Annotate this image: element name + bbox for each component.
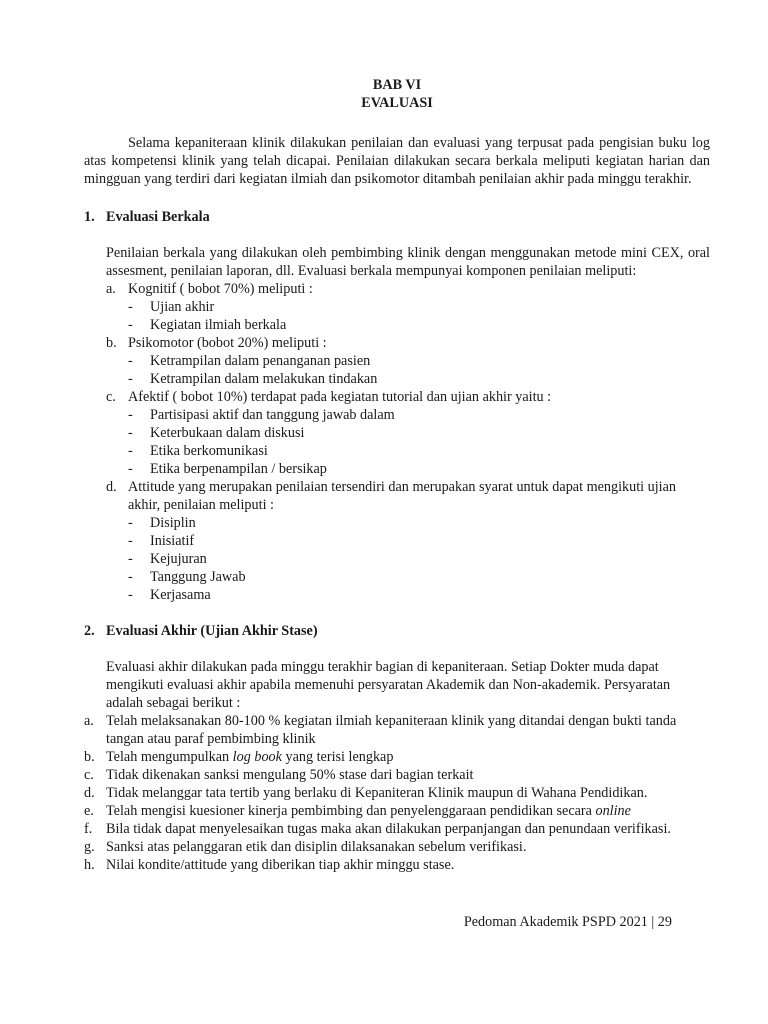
list-item <box>106 388 710 478</box>
list-item-text: Afektif ( bobot 10%) terdapat pada kegiatan tutorial dan ujian akhir yaitu : <box>128 389 552 405</box>
italic-term: online <box>595 803 631 819</box>
sub-list-item: - Kejujuran <box>128 551 207 567</box>
sub-list-item: - Keterbukaan dalam diskusi <box>128 425 305 441</box>
list-item-text: Bila tidak dapat menyelesaikan tugas maka akan dilakukan perpanjangan dan penundaan verifikasi. <box>106 821 671 837</box>
document-page <box>84 76 710 874</box>
component-list <box>106 280 710 604</box>
list-item <box>84 820 710 838</box>
list-item <box>84 712 710 748</box>
list-item-text: Kognitif ( bobot 70%) meliputi : <box>128 281 313 297</box>
sub-list-item: - Partisipasi aktif dan tanggung jawab dalam <box>128 407 395 423</box>
list-marker: g. <box>84 839 95 855</box>
list-item-text: Psikomotor (bobot 20%) meliputi : <box>128 335 327 351</box>
sub-list <box>128 514 710 604</box>
section-number: 1. <box>84 209 95 225</box>
list-item <box>106 280 710 334</box>
list-item <box>84 784 710 802</box>
chapter-number: BAB VI <box>372 77 422 93</box>
sub-list-item: - Kegiatan ilmiah berkala <box>128 317 287 333</box>
sub-list <box>128 406 710 478</box>
list-marker: d. <box>84 785 95 801</box>
sub-list <box>128 298 710 334</box>
list-marker: c. <box>84 767 94 783</box>
page-footer: Pedoman Akademik PSPD 2021 | 29 <box>463 914 672 930</box>
section-2-paragraph: Evaluasi akhir dilakukan pada minggu terakhir bagian di kepaniteraan. Setiap Dokter muda dapat mengikuti evaluasi akhir apabila memenuhi persyaratan Akademik dan Non-akademik. Persyaratan adalah sebagai berikut : <box>106 659 671 711</box>
list-item-text: Attitude yang merupakan penilaian tersendiri dan merupakan syarat untuk dapat mengikuti ujian akhir, penilaian meliputi : <box>128 479 677 513</box>
section-title: Evaluasi Berkala <box>106 209 210 225</box>
sub-list-item: - Etika berpenampilan / bersikap <box>128 461 327 477</box>
sub-list-item: - Ketrampilan dalam melakukan tindakan <box>128 371 378 387</box>
chapter-title: EVALUASI <box>361 95 433 111</box>
list-item <box>106 478 710 604</box>
list-item-text: Telah melaksanakan 80-100 % kegiatan ilmiah kepaniteraan klinik yang ditandai dengan bukti tanda tangan atau paraf pembimbing klinik <box>106 713 677 747</box>
section-number: 2. <box>84 623 95 639</box>
requirement-list <box>84 712 710 874</box>
section-title: Evaluasi Akhir (Ujian Akhir Stase) <box>106 623 318 639</box>
list-item-text: Telah mengisi kuesioner kinerja pembimbing dan penyelenggaraan pendidikan secara online <box>106 803 631 819</box>
list-marker: h. <box>84 857 95 873</box>
list-item-text: Sanksi atas pelanggaran etik dan disiplin dilaksanakan sebelum verifikasi. <box>106 839 527 855</box>
sub-list <box>128 352 710 388</box>
list-item <box>84 766 710 784</box>
list-item <box>84 838 710 856</box>
list-marker: b. <box>106 335 117 351</box>
sub-list-item: - Tanggung Jawab <box>128 569 246 585</box>
sub-list-item: - Kerjasama <box>128 587 211 603</box>
section-1-paragraph: Penilaian berkala yang dilakukan oleh pembimbing klinik dengan menggunakan metode mini CEX, oral assesment, penilaian laporan, dll. Evaluasi berkala mempunyai komponen penilaian meliputi: <box>106 245 710 279</box>
list-item-text: Telah mengumpulkan log book yang terisi lengkap <box>106 749 394 765</box>
list-item <box>84 856 710 874</box>
list-item <box>84 748 710 766</box>
list-marker: b. <box>84 749 95 765</box>
list-marker: a. <box>106 281 116 297</box>
sub-list-item: - Etika berkomunikasi <box>128 443 268 459</box>
italic-term: log book <box>232 749 282 765</box>
sub-list-item: - Inisiatif <box>128 533 195 549</box>
list-marker: d. <box>106 479 117 495</box>
list-item <box>84 802 710 820</box>
list-marker: a. <box>84 713 94 729</box>
list-marker: f. <box>84 821 93 837</box>
section-2-heading <box>84 622 710 640</box>
sub-list-item: - Disiplin <box>128 515 196 531</box>
list-item-text: Tidak dikenakan sanksi mengulang 50% stase dari bagian terkait <box>106 767 474 783</box>
intro-paragraph: Selama kepaniteraan klinik dilakukan penilaian dan evaluasi yang terpusat pada pengisian buku log atas kompetensi klinik yang telah dicapai. Penilaian dilakukan secara berkala meliputi kegiatan harian dan mingguan yang terdiri dari kegiatan ilmiah dan psikomotor ditambah penilaian akhir pada minggu terakhir. <box>84 135 710 187</box>
sub-list-item: - Ujian akhir <box>128 299 215 315</box>
sub-list-item: - Ketrampilan dalam penanganan pasien <box>128 353 371 369</box>
list-item-text: Tidak melanggar tata tertib yang berlaku di Kepaniteran Klinik maupun di Wahana Pendidikan. <box>106 785 648 801</box>
list-item-text: Nilai kondite/attitude yang diberikan tiap akhir minggu stase. <box>106 857 455 873</box>
list-marker: c. <box>106 389 116 405</box>
section-1-heading <box>84 208 710 226</box>
list-marker: e. <box>84 803 94 819</box>
list-item <box>106 334 710 388</box>
